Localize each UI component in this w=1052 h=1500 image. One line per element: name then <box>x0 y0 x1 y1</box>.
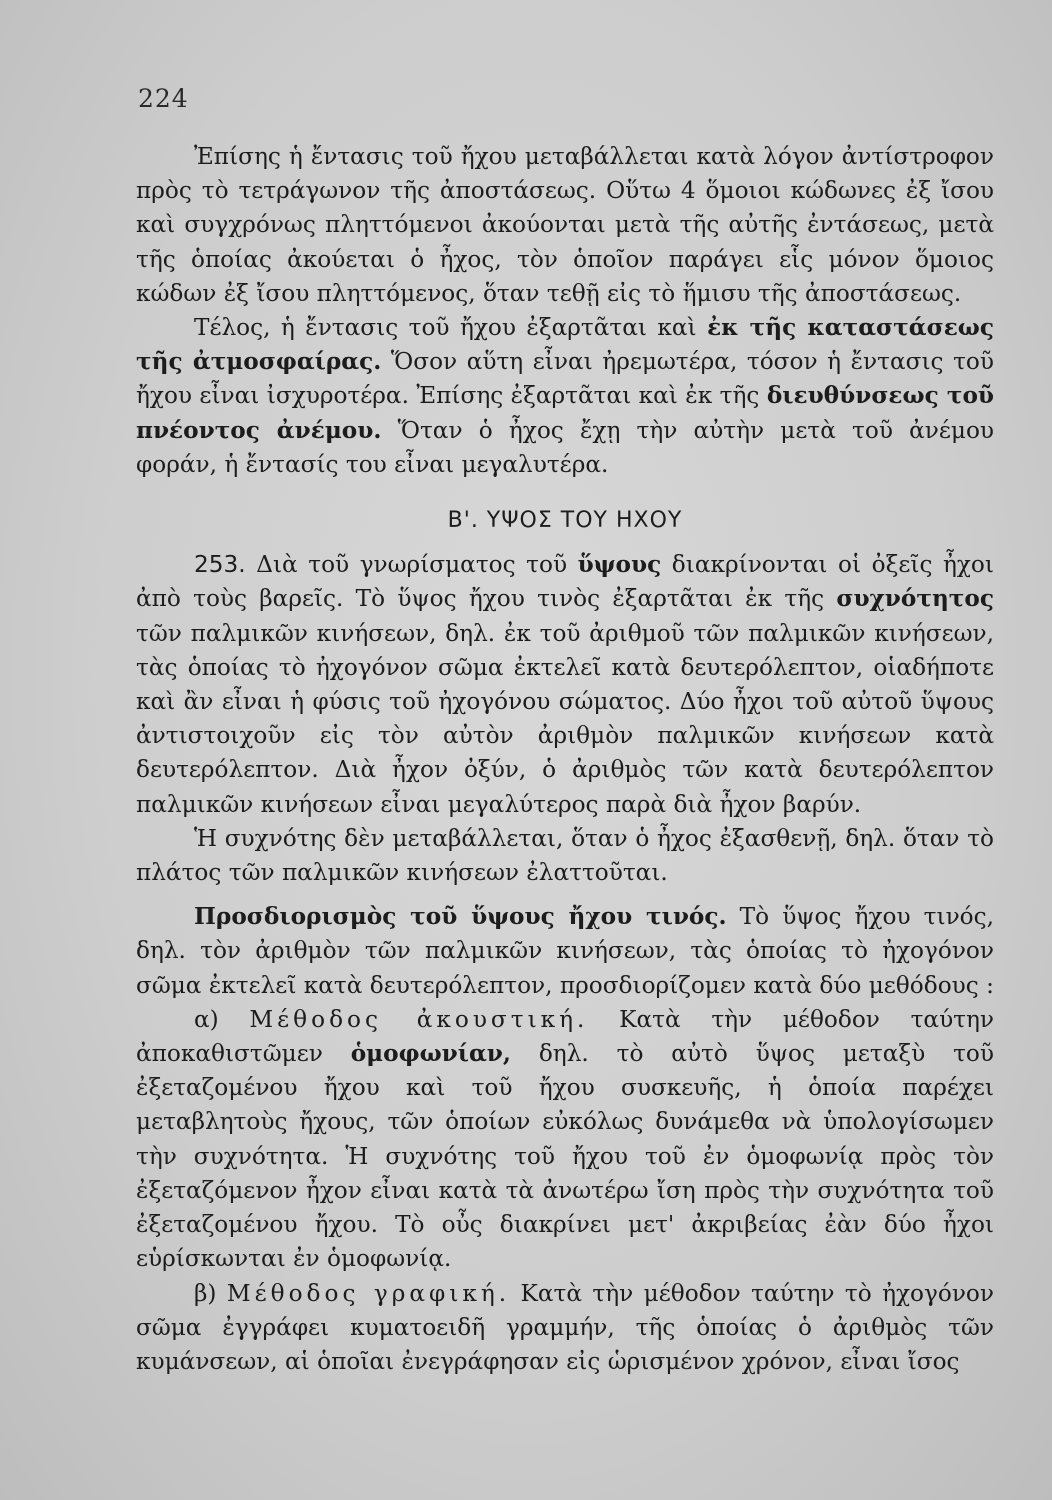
text-run: Κατὰ τὴν μέθοδον ταύτην ἀποκαθιστῶμεν <box>136 1005 994 1068</box>
page-body <box>136 140 994 1379</box>
bold-heading-pitch-determination: Προσδιορισμὸς τοῦ ὕψους ἤχου τινός. <box>194 903 727 931</box>
text-run: διακρίνονται οἱ ὀξεῖς ἦχοι ἀπὸ τοὺς βαρεῖς. Τὸ ὕψος ἤχου τινὸς ἐξαρτᾶται ἐκ τῆς <box>136 551 994 613</box>
text-run: Διὰ τοῦ γνωρίσματος τοῦ <box>245 551 578 579</box>
bold-term-atmosphere: ἐκ τῆς καταστάσεως τῆς ἀτμοσφαίρας. <box>136 314 994 376</box>
text-run: δηλ. τὸ αὐτὸ ὕψος μεταξὺ τοῦ ἐξεταζομένου ἤχου καὶ τοῦ ἤχου συσκευῆς, ἡ ὁποία παρέχει μεταβλητοὺς ἤχους, τῶν ὁποίων εὐκόλως δυνάμεθα νὰ ὑπολογίσωμεν τὴν συχνότητα. Ἡ συχνότης τοῦ ἤχου τοῦ ἐν ὁμοφωνίᾳ πρὸς τὸν ἐξεταζόμενον ἦχον εἶναι κατὰ τὰ ἀνωτέρω ἴση πρὸς τὴν συχνότητα τοῦ ἐξεταζομένου ἤχου. Τὸ οὖς διακρίνει μετ' ἀκριβείας ἐὰν δύο ἦχοι εὑρίσκωνται ἐν ὁμοφωνίᾳ. <box>136 1040 994 1273</box>
spacer <box>136 890 994 900</box>
bold-term-pitch: ὕψους <box>577 551 662 579</box>
spaced-term-acoustic-method: Μέθοδος ἀκουστική. <box>249 1005 589 1033</box>
text-run: Ὅσον αὕτη εἶναι ἠρεμωτέρα, τόσον ἡ ἔντασις τοῦ ἤχου εἶναι ἰσχυροτέρα. Ἐπίσης ἐξαρτᾶται καὶ ἐκ τῆς <box>136 348 994 410</box>
paragraph-intensity-atmosphere <box>136 311 994 482</box>
list-label: α) <box>194 1005 250 1033</box>
paragraph-frequency-constant <box>136 822 994 890</box>
section-heading: Β'. ΥΨΟΣ ΤΟΥ ΗΧΟΥ <box>447 508 683 534</box>
paragraph-text: Ἐπίσης ἡ ἔντασις τοῦ ἤχου μεταβάλλεται κατὰ λόγον ἀντίστροφον πρὸς τὸ τετράγωνον τῆς ἀποστάσεως. Οὕτω 4 ὅμοιοι κώδωνες ἐξ ἴσου καὶ συγχρόνως πληττόμενοι ἀκούονται μετὰ τῆς αὐτῆς ἐντάσεως, μετὰ τῆς ὁποίας ἀκούεται ὁ ἦχος, τὸν ὁποῖον παράγει εἷς μόνον ὅμοιος κώδων ἐξ ἴσου πληττόμενος, ὅταν τεθῇ εἰς τὸ ἥμισυ τῆς ἀποστάσεως. <box>136 143 994 307</box>
paragraph-intensity-distance <box>136 140 994 311</box>
page-number: 224 <box>138 84 189 113</box>
text-run: Τέλος, ἡ ἔντασις τοῦ ἤχου ἐξαρτᾶται καὶ <box>194 314 708 342</box>
paragraph-253-pitch <box>136 548 994 822</box>
bold-term-unison: ὁμοφωνίαν, <box>350 1040 511 1068</box>
paragraph-method-graphic <box>136 1277 994 1380</box>
bold-term-wind-direction: διευθύνσεως τοῦ πνέοντος ἀνέμου. <box>136 382 995 444</box>
text-run: τῶν παλμικῶν κινήσεων, δηλ. ἐκ τοῦ ἀριθμοῦ τῶν παλμικῶν κινήσεων, τὰς ὁποίας τὸ ἠχογόνον σῶμα ἐκτελεῖ κατὰ δευτερόλεπτον, οἱαδήποτε καὶ ἂν εἶναι ἡ φύσις τοῦ ἠχογόνου σώματος. Δύο ἦχοι τοῦ αὐτοῦ ὕψους ἀντιστοιχοῦν εἰς τὸν αὐτὸν ἀριθμὸν παλμικῶν κινήσεων κατὰ δευτερόλεπτον. Διὰ ἦχον ὀξύν, ὁ ἀριθμὸς τῶν κατὰ δευτερόλεπτον παλμικῶν κινήσεων εἶναι μεγαλύτερος παρὰ διὰ ἦχον βαρύν. <box>136 619 994 818</box>
paragraph-method-acoustic <box>136 1003 994 1277</box>
text-run: Ὅταν ὁ ἦχος ἔχῃ τὴν αὐτὴν μετὰ τοῦ ἀνέμου φοράν, ἡ ἔντασίς του εἶναι μεγαλυτέρα. <box>136 416 994 478</box>
paragraph-number: 253. <box>194 551 246 579</box>
bold-term-frequency: συχνότητος <box>836 585 994 613</box>
list-label: β) <box>194 1279 227 1307</box>
text-run: Τὸ ὕψος ἤχου τινός, δηλ. τὸν ἀριθμὸν τῶν παλμικῶν κινήσεων, τὰς ὁποίας τὸ ἠχογόνον σῶμα ἐκτελεῖ κατὰ δευτερόλεπτον, προσδιορίζομεν κατὰ δύο μεθόδους : <box>136 903 994 999</box>
paragraph-text: Ἡ συχνότης δὲν μεταβάλλεται, ὅταν ὁ ἦχος ἐξασθενῇ, δηλ. ὅταν τὸ πλάτος τῶν παλμικῶν κινήσεων ἐλαττοῦται. <box>136 824 994 887</box>
spaced-term-graphic-method: Μέθοδος γραφική. <box>226 1279 511 1307</box>
paragraph-pitch-determination <box>136 900 994 1003</box>
text-run: Κατὰ τὴν μέθοδον ταύτην τὸ ἠχογόνον σῶμα ἐγγράφει κυματοειδῆ γραμμήν, τῆς ὁποίας ὁ ἀριθμὸς τῶν κυμάνσεων, αἱ ὁποῖαι ἐνεγράφησαν εἰς ὡρισμένον χρόνον, εἶναι ἴσος <box>136 1279 994 1375</box>
